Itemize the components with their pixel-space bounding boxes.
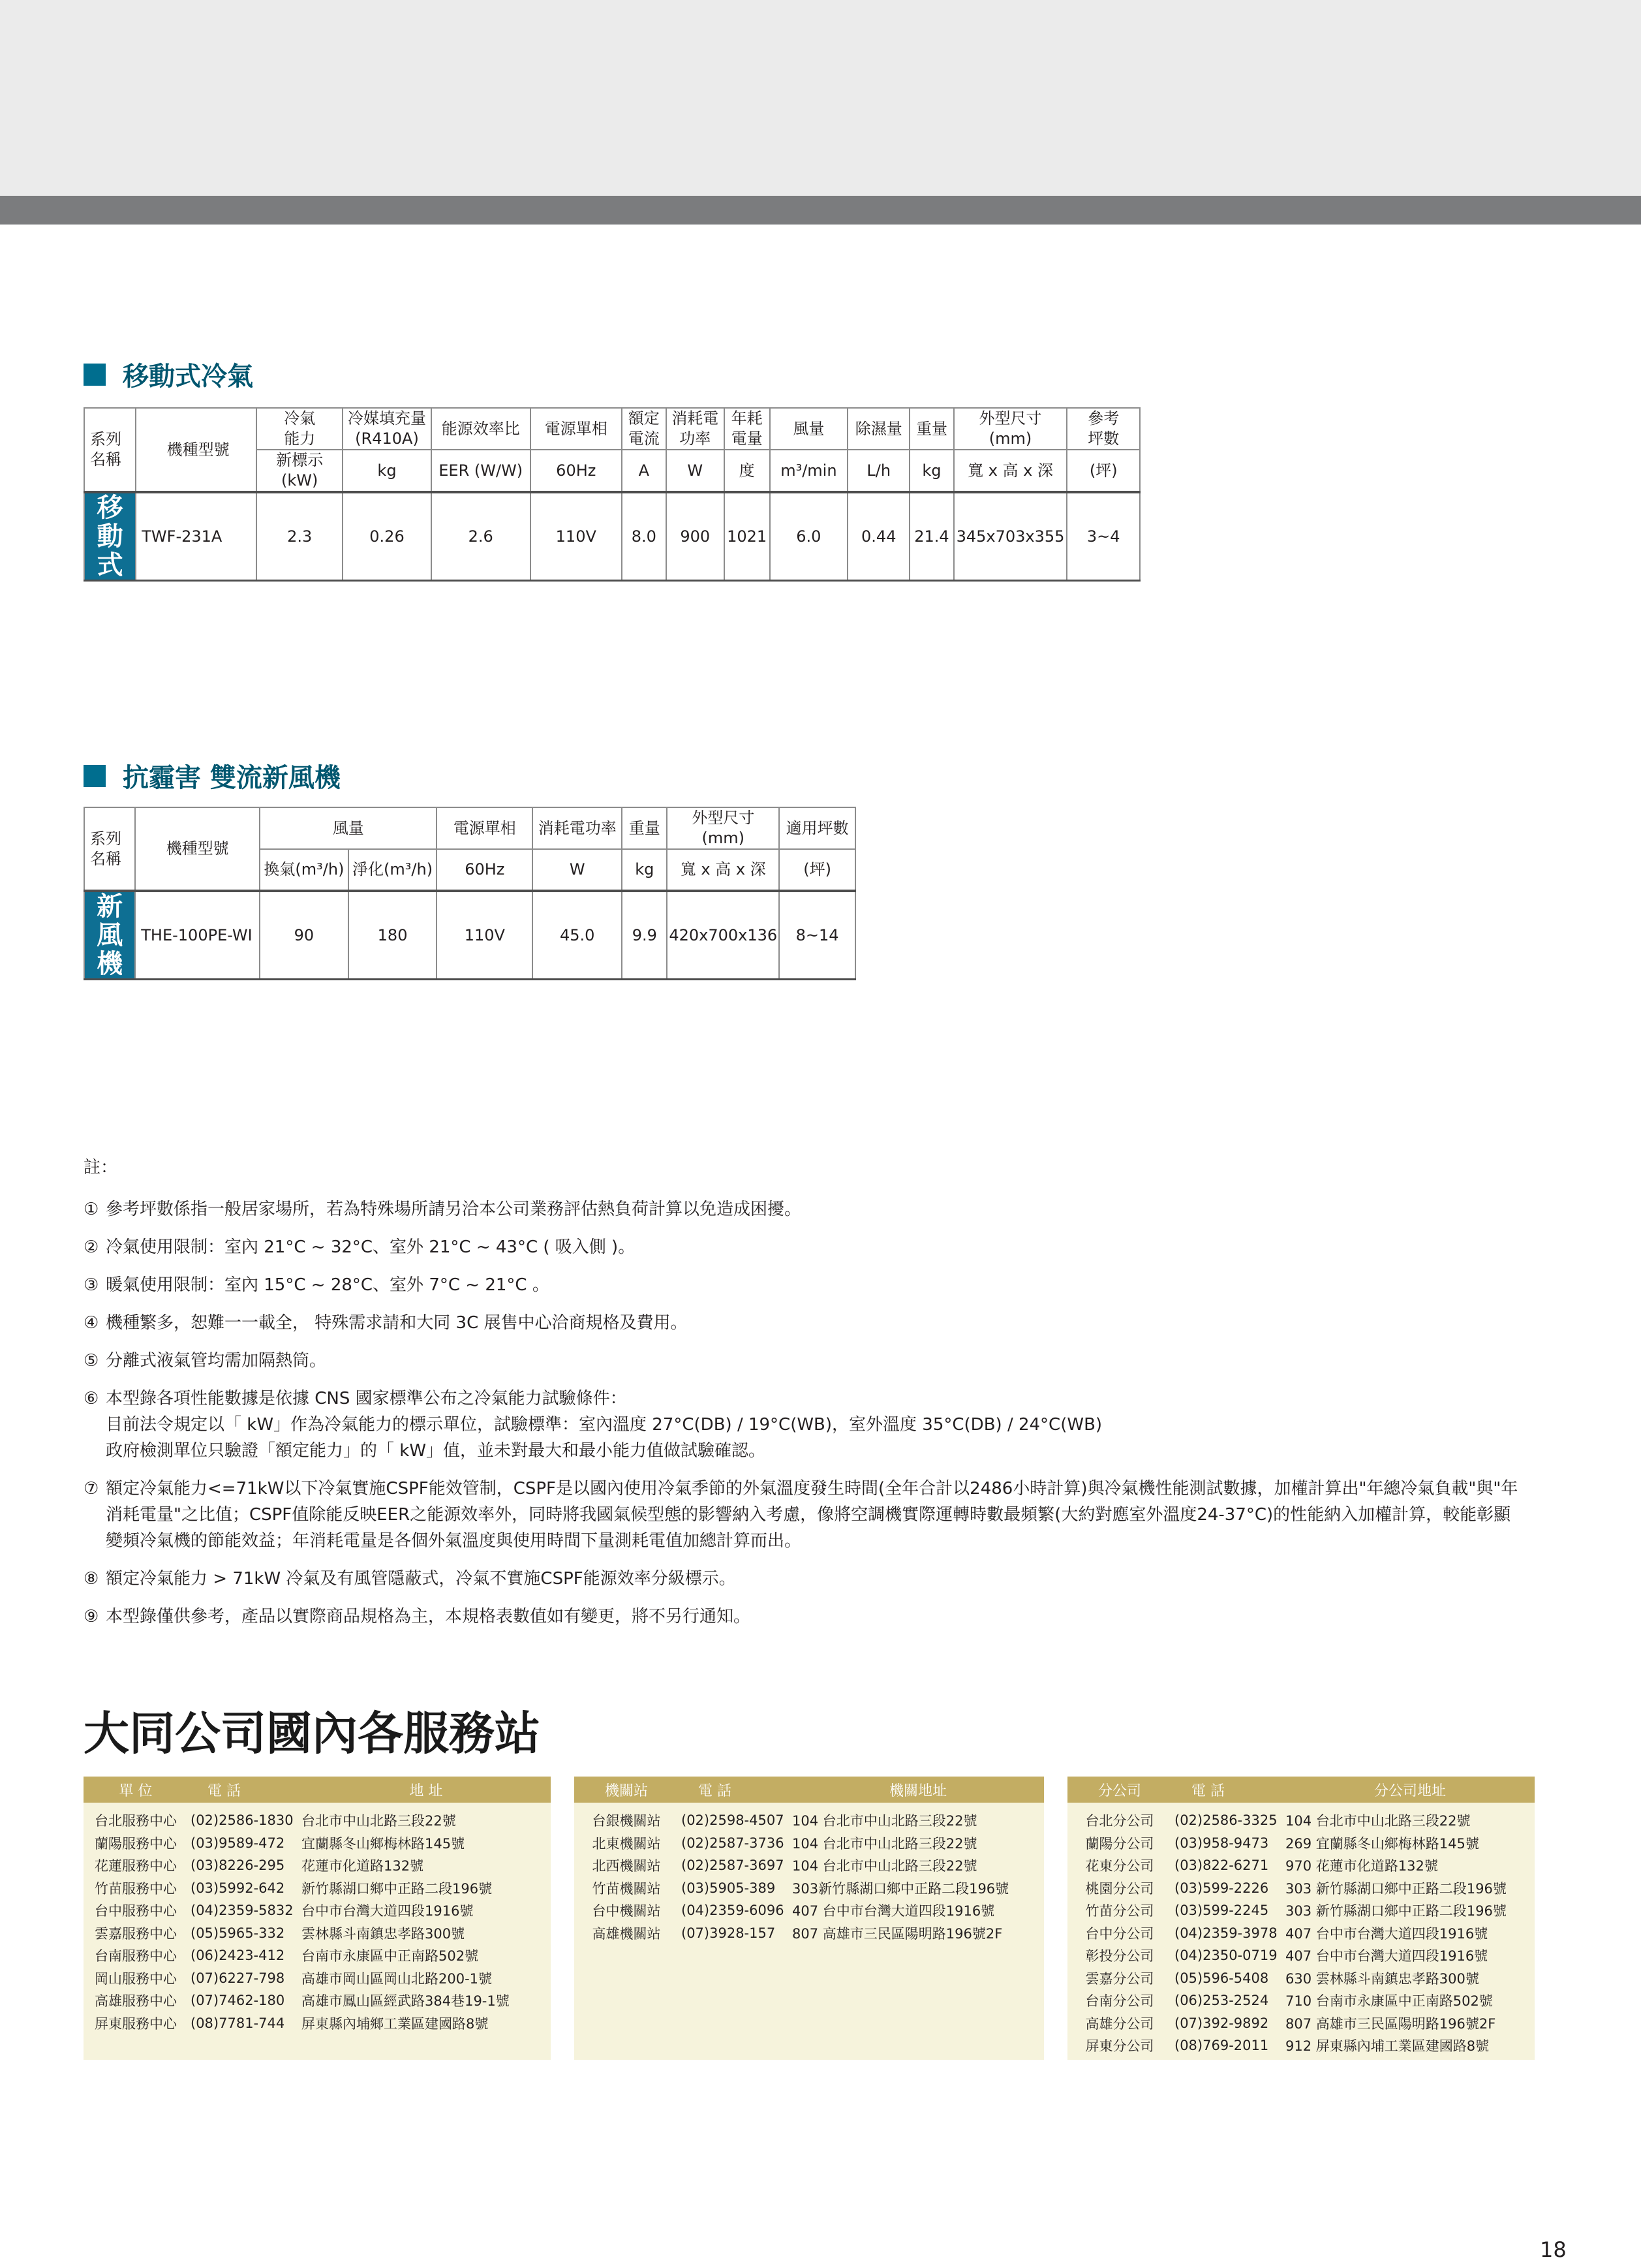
address: 台北市中山北路三段22號 xyxy=(301,1813,456,1829)
unit-name: 屏東分公司 xyxy=(1085,2038,1154,2055)
branches-list xyxy=(1067,1803,1535,2064)
unit-name: 屏東服務中心 xyxy=(95,2015,177,2032)
dimensions-header: 外型尺寸 (mm) xyxy=(979,409,1042,448)
branch-row xyxy=(1067,1967,1535,1990)
unit-name: 高雄服務中心 xyxy=(95,1993,177,2010)
note-line: 參考坪數係指一般居家場所，若為特殊場所請另洽本公司業務評估熱負荷計算以免造成困擾。 xyxy=(106,1200,802,1219)
unit-name: 彰投分公司 xyxy=(1085,1948,1154,1965)
address: 269 宜蘭縣冬山鄉梅林路145號 xyxy=(1285,1835,1479,1852)
power-phase-cell: 110V xyxy=(530,492,622,581)
dimensions-unit: 寬 x 高 x 深 xyxy=(954,450,1067,492)
phone: (07)6227-798 xyxy=(191,1970,285,1986)
note-line: 額定冷氣能力<=71kW以下冷氣實施CSPF能效管制，CSPF是以國內使用冷氣季節的外氣溫度發生時間(全年合計以2486小時計算)與冷氣機性能測試數據，加權計算出"年總冷氣負載"與"年 xyxy=(106,1479,1518,1499)
note-line: 政府檢測單位只驗證「額定能力」的「 kW」值，並未對最大和最小能力值做試驗確認。 xyxy=(106,1441,766,1461)
power-consumption-header: 消耗電 功率 xyxy=(671,409,719,448)
stations-box xyxy=(574,1777,1044,2060)
station-row xyxy=(574,1899,1044,1922)
station-row xyxy=(574,1877,1044,1900)
service-center-row xyxy=(84,1877,551,1900)
service-center-row xyxy=(84,1899,551,1922)
cooling-unit: 新標示(kW) xyxy=(256,450,343,492)
section-marker-icon xyxy=(84,765,106,787)
phone: (05)596-5408 xyxy=(1174,1970,1269,1986)
unit-name: 花東分公司 xyxy=(1085,1858,1154,1874)
note-item xyxy=(84,1310,1578,1336)
weight-header: 重量 xyxy=(622,807,667,849)
refrigerant-header: 冷媒填充量 (R410A) xyxy=(348,409,426,448)
address: 807 高雄市三民區陽明路196號2F xyxy=(1285,2015,1496,2032)
phone: (03)599-2226 xyxy=(1174,1880,1269,1896)
service-center-row xyxy=(84,1809,551,1832)
unit-name: 台中服務中心 xyxy=(95,1903,177,1919)
weight-header: 重量 xyxy=(910,408,953,450)
service-center-row xyxy=(84,1854,551,1877)
note-item xyxy=(84,1476,1578,1554)
note-line: 機種繁多，恕難一一載全， 特殊需求請和大同 3C 展售中心洽商規格及費用。 xyxy=(106,1313,688,1333)
service-center-row xyxy=(84,1832,551,1855)
series-header: 系列 名稱 xyxy=(84,807,135,891)
unit-name: 台中機關站 xyxy=(592,1903,661,1919)
unit-name: 台北分公司 xyxy=(1085,1813,1154,1829)
note-line: 本型錄僅供參考，產品以實際商品規格為主，本規格表數值如有變更，將不另行通知。 xyxy=(106,1607,751,1626)
address: 710 台南市永康區中正南路502號 xyxy=(1285,1993,1493,2010)
phone: (07)7462-180 xyxy=(191,1993,285,2009)
notes-list xyxy=(84,1196,1578,1630)
area-header: 適用坪數 xyxy=(779,807,855,849)
unit-name: 岡山服務中心 xyxy=(95,1970,177,1987)
phone: (04)2359-5832 xyxy=(191,1903,294,1919)
unit-name: 北西機關站 xyxy=(592,1858,661,1874)
power-phase-header: 電源單相 xyxy=(437,807,532,849)
station-row xyxy=(574,1922,1044,1945)
unit-name: 高雄機關站 xyxy=(592,1925,661,1942)
unit-name: 台北服務中心 xyxy=(95,1813,177,1829)
model-header: 機種型號 xyxy=(136,408,256,492)
address: 雲林縣斗南鎮忠孝路300號 xyxy=(301,1925,465,1942)
phone: (04)2350-0719 xyxy=(1174,1948,1278,1964)
address: 303 新竹縣湖口鄉中正路二段196號 xyxy=(1285,1903,1507,1919)
unit-name: 高雄分公司 xyxy=(1085,2015,1154,2032)
power-phase-unit: 60Hz xyxy=(437,849,532,891)
dimensions-header: 外型尺寸 (mm) xyxy=(692,809,755,847)
phone: (06)253-2524 xyxy=(1174,1993,1269,2009)
exchange-cell: 90 xyxy=(260,891,348,980)
address: 407 台中市台灣大道四段1916號 xyxy=(792,1903,995,1919)
branch-row xyxy=(1067,1832,1535,1855)
dehumid-unit: L/h xyxy=(848,450,910,492)
unit-name: 竹苗分公司 xyxy=(1085,1903,1154,1919)
cooling-cell: 2.3 xyxy=(256,492,343,581)
address: 台南市永康區中正南路502號 xyxy=(301,1948,479,1965)
address: 台中市台灣大道四段1916號 xyxy=(301,1903,474,1919)
notes-label: 註： xyxy=(84,1158,118,1177)
note-line: 目前法令規定以「 kW」作為冷氣能力的標示單位，試驗標準：室內溫度 27°C(DB) / 19°C(WB)，室外溫度 35°C(DB) / 24°C(WB) xyxy=(106,1415,1103,1435)
note-item xyxy=(84,1234,1578,1260)
phone: (06)2423-412 xyxy=(191,1948,285,1964)
fresh-air-spec-table xyxy=(84,807,856,980)
page-number: 18 xyxy=(1540,2237,1567,2262)
unit-name: 雲嘉服務中心 xyxy=(95,1925,177,1942)
power-phase-header: 電源單相 xyxy=(530,408,622,450)
power-phase-cell: 110V xyxy=(437,891,532,980)
branch-row xyxy=(1067,2034,1535,2057)
airflow-header: 風量 xyxy=(770,408,848,450)
service-title: 大同公司國內各服務站 xyxy=(84,1707,540,1760)
phone: (08)7781-744 xyxy=(191,2015,285,2031)
branch-row xyxy=(1067,1809,1535,1832)
series-name-cell: 移 動 式 xyxy=(84,492,136,581)
address: 高雄市岡山區岡山北路200-1號 xyxy=(301,1970,493,1987)
service-centers-box xyxy=(84,1777,551,2060)
note-number: ⑧ xyxy=(84,1569,99,1589)
area-cell: 8~14 xyxy=(779,891,855,980)
phone: (03)8226-295 xyxy=(191,1857,285,1874)
area-cell: 3~4 xyxy=(1067,492,1140,581)
branches-header: 分公司 電 話 分公司地址 xyxy=(1067,1777,1535,1803)
rated-current-cell: 8.0 xyxy=(622,492,666,581)
phone: (03)5992-642 xyxy=(191,1880,285,1896)
address: 912 屏東縣內埔工業區建國路8號 xyxy=(1285,2038,1490,2055)
model-header: 機種型號 xyxy=(135,807,260,891)
address: 高雄市鳳山區經武路384巷19-1號 xyxy=(301,1993,510,2010)
stations-header: 機關站 電 話 機關地址 xyxy=(574,1777,1044,1803)
phone: (03)822-6271 xyxy=(1174,1857,1269,1874)
address: 630 雲林縣斗南鎮忠孝路300號 xyxy=(1285,1970,1479,1987)
area-unit: (坪) xyxy=(1067,450,1140,492)
power-consumption-cell: 900 xyxy=(666,492,724,581)
note-line: 冷氣使用限制：室內 21°C ~ 32°C、室外 21°C ~ 43°C ( 吸入側 )。 xyxy=(106,1237,636,1257)
exchange-unit: 換氣(m³/h) xyxy=(260,849,348,891)
purify-cell: 180 xyxy=(348,891,437,980)
section2-title: 抗霾害 雙流新風機 xyxy=(123,763,341,793)
unit-name: 雲嘉分公司 xyxy=(1085,1970,1154,1987)
service-center-row xyxy=(84,2012,551,2035)
header-band xyxy=(0,0,1641,196)
model-cell: THE-100PE-WI xyxy=(135,891,260,980)
address: 新竹縣湖口鄉中正路二段196號 xyxy=(301,1880,493,1897)
cooling-header: 冷氣 能力 xyxy=(284,409,316,448)
address: 屏東縣內埔鄉工業區建國路8號 xyxy=(301,2015,489,2032)
note-item xyxy=(84,1386,1578,1464)
station-row xyxy=(574,1854,1044,1877)
unit-name: 桃園分公司 xyxy=(1085,1880,1154,1897)
phone: (03)599-2245 xyxy=(1174,1903,1269,1919)
section-marker-icon xyxy=(84,364,106,386)
power-consumption-unit: W xyxy=(666,450,724,492)
phone: (03)5905-389 xyxy=(681,1880,776,1896)
purify-unit: 淨化(m³/h) xyxy=(348,849,437,891)
note-number: ⑦ xyxy=(84,1479,99,1499)
note-line: 暖氣使用限制：室內 15°C ~ 28°C、室外 7°C ~ 21°C 。 xyxy=(106,1275,549,1295)
note-item xyxy=(84,1604,1578,1630)
phone: (03)958-9473 xyxy=(1174,1835,1269,1851)
service-center-row xyxy=(84,1967,551,1990)
rated-current-unit: A xyxy=(622,450,666,492)
phone: (04)2359-3978 xyxy=(1174,1925,1278,1941)
power-consumption-header: 消耗電功率 xyxy=(532,807,622,849)
address: 宜蘭縣冬山鄉梅林路145號 xyxy=(301,1835,465,1852)
rated-current-header: 額定 電流 xyxy=(628,409,660,448)
branches-box xyxy=(1067,1777,1535,2060)
power-consumption-cell: 45.0 xyxy=(532,891,622,980)
note-line: 本型錄各項性能數據是依據 CNS 國家標準公布之冷氣能力試驗條件： xyxy=(106,1389,627,1408)
weight-unit: kg xyxy=(910,450,953,492)
unit-name: 花蓮服務中心 xyxy=(95,1858,177,1874)
unit-name: 台南服務中心 xyxy=(95,1948,177,1965)
header-stripe xyxy=(0,196,1641,225)
eer-unit: EER (W/W) xyxy=(431,450,530,492)
address: 303 新竹縣湖口鄉中正路二段196號 xyxy=(1285,1880,1507,1897)
branch-row xyxy=(1067,1944,1535,1967)
airflow-unit: m³/min xyxy=(770,450,848,492)
note-item xyxy=(84,1348,1578,1374)
series-name-cell: 新 風 機 xyxy=(84,891,135,980)
portable-ac-spec-table xyxy=(84,407,1141,582)
station-row xyxy=(574,1832,1044,1855)
unit-name: 竹苗機關站 xyxy=(592,1880,661,1897)
address: 407 台中市台灣大道四段1916號 xyxy=(1285,1925,1488,1942)
section2-heading xyxy=(84,757,341,794)
note-line: 消耗電量"之比值；CSPF值除能反映EER之能源效率外，同時將我國氣候型態的影響納入考慮，像將空調機實際運轉時數最頻繁(大約對應室外溫度24-37°C)的性能納入加權計算，較能彰顯 xyxy=(106,1505,1511,1525)
unit-name: 台銀機關站 xyxy=(592,1813,661,1829)
branch-row xyxy=(1067,1854,1535,1877)
area-unit: (坪) xyxy=(779,849,855,891)
phone: (05)5965-332 xyxy=(191,1925,285,1941)
unit-name: 台南分公司 xyxy=(1085,1993,1154,2010)
address: 303新竹縣湖口鄉中正路二段196號 xyxy=(792,1880,1009,1897)
series-header: 系列 名稱 xyxy=(84,408,136,492)
phone: (07)3928-157 xyxy=(681,1925,776,1941)
dimensions-cell: 345x703x355 xyxy=(954,492,1067,581)
note-item xyxy=(84,1566,1578,1592)
stations-list xyxy=(574,1803,1044,1951)
section1-title: 移動式冷氣 xyxy=(123,362,253,392)
station-row xyxy=(574,1809,1044,1832)
unit-name: 竹苗服務中心 xyxy=(95,1880,177,1897)
unit-name: 蘭陽服務中心 xyxy=(95,1835,177,1852)
eer-cell: 2.6 xyxy=(431,492,530,581)
branch-row xyxy=(1067,1877,1535,1900)
branch-row xyxy=(1067,1989,1535,2012)
address: 807 高雄市三民區陽明路196號2F xyxy=(792,1925,1003,1942)
branch-row xyxy=(1067,1899,1535,1922)
phone: (02)2587-3697 xyxy=(681,1857,784,1874)
note-number: ③ xyxy=(84,1275,99,1295)
unit-name: 北東機關站 xyxy=(592,1835,661,1852)
weight-cell: 21.4 xyxy=(910,492,953,581)
weight-cell: 9.9 xyxy=(622,891,667,980)
refrigerant-unit: kg xyxy=(343,450,431,492)
unit-name: 蘭陽分公司 xyxy=(1085,1835,1154,1852)
phone: (03)9589-472 xyxy=(191,1835,285,1851)
model-cell: TWF-231A xyxy=(136,492,256,581)
power-consumption-unit: W xyxy=(532,849,622,891)
service-centers-list xyxy=(84,1803,551,2041)
note-number: ② xyxy=(84,1237,99,1257)
phone: (08)769-2011 xyxy=(1174,2038,1269,2054)
phone: (02)2598-4507 xyxy=(681,1812,784,1829)
dimensions-cell: 420x700x136 xyxy=(667,891,779,980)
address: 970 花蓮市化道路132號 xyxy=(1285,1858,1438,1874)
unit-name: 台中分公司 xyxy=(1085,1925,1154,1942)
note-line: 分離式液氣管均需加隔熱筒。 xyxy=(106,1351,327,1371)
note-number: ④ xyxy=(84,1313,99,1333)
notes xyxy=(84,1154,1578,1641)
service-center-row xyxy=(84,1922,551,1945)
note-line: 額定冷氣能力 > 71kW 冷氣及有風管隱蔽式，冷氣不實施CSPF能源效率分級標示。 xyxy=(106,1569,736,1589)
annual-energy-unit: 度 xyxy=(724,450,770,492)
note-number: ⑥ xyxy=(84,1389,99,1408)
note-number: ⑤ xyxy=(84,1351,99,1371)
eer-header: 能源效率比 xyxy=(431,408,530,450)
address: 花蓮市化道路132號 xyxy=(301,1858,424,1874)
dehumid-header: 除濕量 xyxy=(848,408,910,450)
phone: (02)2586-3325 xyxy=(1174,1812,1278,1829)
service-centers-header: 單 位 電 話 地 址 xyxy=(84,1777,551,1803)
annual-energy-header: 年耗 電量 xyxy=(731,409,763,448)
phone: (07)392-9892 xyxy=(1174,2015,1269,2031)
branch-row xyxy=(1067,2012,1535,2035)
dimensions-unit: 寬 x 高 x 深 xyxy=(667,849,779,891)
address: 104 台北市中山北路三段22號 xyxy=(792,1858,977,1874)
note-item xyxy=(84,1272,1578,1298)
note-item xyxy=(84,1196,1578,1222)
section1-heading xyxy=(84,356,253,393)
airflow-cell: 6.0 xyxy=(770,492,848,581)
phone: (04)2359-6096 xyxy=(681,1903,784,1919)
service-center-row xyxy=(84,1989,551,2012)
area-header: 參考 坪數 xyxy=(1088,409,1120,448)
address: 104 台北市中山北路三段22號 xyxy=(792,1835,977,1852)
service-center-row xyxy=(84,1944,551,1967)
annual-energy-cell: 1021 xyxy=(724,492,770,581)
address: 104 台北市中山北路三段22號 xyxy=(1285,1813,1471,1829)
phone: (02)2587-3736 xyxy=(681,1835,784,1851)
note-number: ① xyxy=(84,1200,99,1219)
branch-row xyxy=(1067,1922,1535,1945)
address: 407 台中市台灣大道四段1916號 xyxy=(1285,1948,1488,1965)
phone: (02)2586-1830 xyxy=(191,1812,294,1829)
dehumid-cell: 0.44 xyxy=(848,492,910,581)
note-number: ⑨ xyxy=(84,1607,99,1626)
weight-unit: kg xyxy=(622,849,667,891)
airflow-header: 風量 xyxy=(260,807,437,849)
address: 104 台北市中山北路三段22號 xyxy=(792,1813,977,1829)
refrigerant-cell: 0.26 xyxy=(343,492,431,581)
power-phase-unit: 60Hz xyxy=(530,450,622,492)
note-line: 變頻冷氣機的節能效益；年消耗電量是各個外氣溫度與使用時間下量測耗電值加總計算而出。 xyxy=(106,1531,802,1551)
